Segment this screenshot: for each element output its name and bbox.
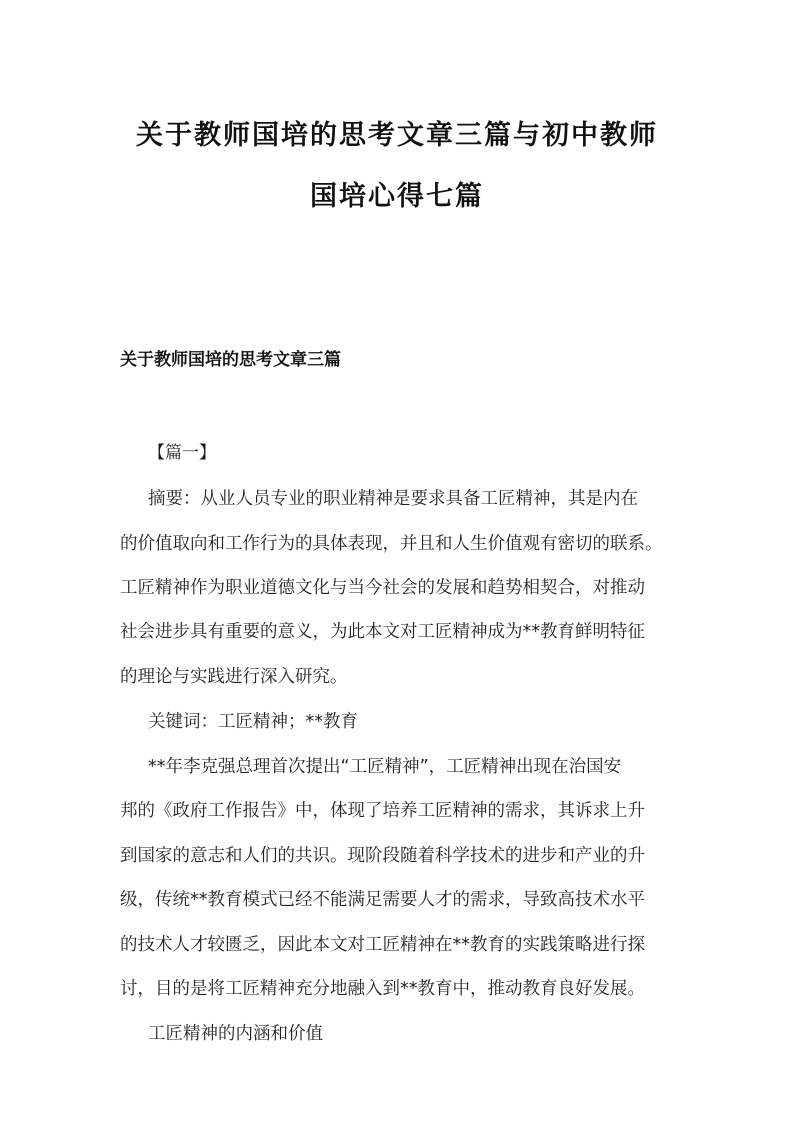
body-text-line: **年李克强总理首次提出“工匠精神”，工匠精神出现在治国安 <box>148 757 622 777</box>
part-label: 【篇一】 <box>148 443 216 463</box>
section-heading: 关于教师国培的思考文章三篇 <box>120 350 341 370</box>
body-text-line: 到国家的意志和人们的共识。现阶段随着科学技术的进步和产业的升 <box>120 846 645 866</box>
body-text-line: 邦的《政府工作报告》中，体现了培养工匠精神的需求，其诉求上升 <box>120 801 645 821</box>
body-text-line: 社会进步具有重要的意义，为此本文对工匠精神成为**教育鲜明特征 <box>120 622 645 642</box>
body-text-line: 的理论与实践进行深入研究。 <box>120 667 348 687</box>
body-text-line: 讨，目的是将工匠精神充分地融入到**教育中，推动教育良好发展。 <box>120 979 645 999</box>
body-text-line: 摘要：从业人员专业的职业精神是要求具备工匠精神，其是内在 <box>148 489 638 509</box>
body-text-line: 的价值取向和工作行为的具体表现，并且和人生价值观有密切的联系。 <box>120 534 663 554</box>
subsection-heading: 工匠精神的内涵和价值 <box>148 1024 323 1044</box>
document-title-line-1: 关于教师国培的思考文章三篇与初中教师 <box>136 120 658 151</box>
body-text-line: 级，传统**教育模式已经不能满足需要人才的需求，导致高技术水平 <box>120 890 645 910</box>
keywords-line: 关键词：工匠精神；**教育 <box>148 712 358 732</box>
document-title-line-2: 国培心得七篇 <box>310 181 484 212</box>
body-text-line: 的技术人才较匮乏，因此本文对工匠精神在**教育的实践策略进行探 <box>120 935 645 955</box>
body-text-line: 工匠精神作为职业道德文化与当今社会的发展和趋势相契合，对推动 <box>120 578 645 598</box>
